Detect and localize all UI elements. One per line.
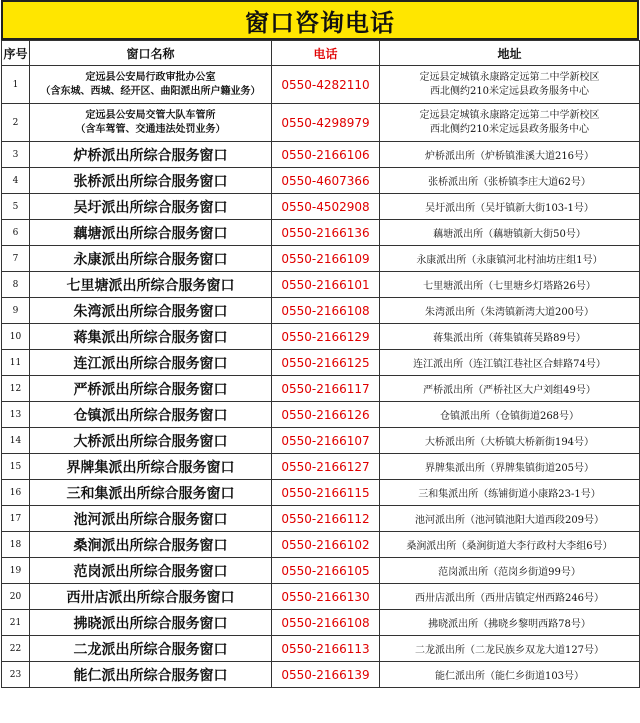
window-name: 严桥派出所综合服务窗口 — [30, 376, 272, 402]
window-name: 永康派出所综合服务窗口 — [30, 246, 272, 272]
phone-number: 0550-2166127 — [272, 454, 380, 480]
window-name: 蒋集派出所综合服务窗口 — [30, 324, 272, 350]
col-header-phone: 电话 — [272, 41, 380, 66]
row-index: 20 — [2, 584, 30, 610]
table-row — [2, 272, 640, 298]
phone-number: 0550-2166101 — [272, 272, 380, 298]
address: 拂晓派出所（拂晓乡黎明西路78号） — [380, 610, 640, 636]
window-name: 西卅店派出所综合服务窗口 — [30, 584, 272, 610]
phone-number: 0550-4502908 — [272, 194, 380, 220]
table-row — [2, 142, 640, 168]
window-name: 藕塘派出所综合服务窗口 — [30, 220, 272, 246]
address: 炉桥派出所（炉桥镇淮溪大道216号） — [380, 142, 640, 168]
address: 能仁派出所（能仁乡街道103号） — [380, 662, 640, 688]
address: 严桥派出所（严桥社区大户刘组49号） — [380, 376, 640, 402]
phone-number: 0550-2166117 — [272, 376, 380, 402]
row-index: 5 — [2, 194, 30, 220]
address: 蒋集派出所（蒋集镇蒋吴路89号） — [380, 324, 640, 350]
header-row — [2, 41, 640, 66]
phone-number: 0550-2166130 — [272, 584, 380, 610]
table-row — [2, 584, 640, 610]
phone-number: 0550-2166109 — [272, 246, 380, 272]
row-index: 7 — [2, 246, 30, 272]
table-row — [2, 246, 640, 272]
row-index: 22 — [2, 636, 30, 662]
address: 大桥派出所（大桥镇大桥新街194号） — [380, 428, 640, 454]
window-name: 能仁派出所综合服务窗口 — [30, 662, 272, 688]
address: 界牌集派出所（界牌集镇街道205号） — [380, 454, 640, 480]
table-row — [2, 610, 640, 636]
table-row — [2, 662, 640, 688]
address: 藕塘派出所（藕塘镇新大街50号） — [380, 220, 640, 246]
address: 桑涧派出所（桑涧街道大李行政村大李组6号） — [380, 532, 640, 558]
window-name: 桑涧派出所综合服务窗口 — [30, 532, 272, 558]
row-index: 17 — [2, 506, 30, 532]
address: 三和集派出所（练铺街道小康路23-1号） — [380, 480, 640, 506]
row-index: 15 — [2, 454, 30, 480]
phone-number: 0550-2166139 — [272, 662, 380, 688]
phone-number: 0550-2166112 — [272, 506, 380, 532]
row-index: 21 — [2, 610, 30, 636]
window-name: 池河派出所综合服务窗口 — [30, 506, 272, 532]
address: 永康派出所（永康镇河北村油坊庄组1号） — [380, 246, 640, 272]
col-header-index: 序号 — [2, 41, 30, 66]
page-title: 窗口咨询电话 — [1, 0, 639, 40]
phone-number: 0550-2166108 — [272, 298, 380, 324]
phone-number: 0550-2166125 — [272, 350, 380, 376]
row-index: 11 — [2, 350, 30, 376]
table-row — [2, 66, 640, 104]
row-index: 3 — [2, 142, 30, 168]
col-header-address: 地址 — [380, 41, 640, 66]
address: 二龙派出所（二龙民族乡双龙大道127号） — [380, 636, 640, 662]
row-index: 8 — [2, 272, 30, 298]
row-index: 6 — [2, 220, 30, 246]
table-row — [2, 220, 640, 246]
address: 七里塘派出所（七里塘乡灯塔路26号） — [380, 272, 640, 298]
window-name: 仓镇派出所综合服务窗口 — [30, 402, 272, 428]
phone-number: 0550-4298979 — [272, 104, 380, 142]
window-name: 吴圩派出所综合服务窗口 — [30, 194, 272, 220]
phone-number: 0550-4607366 — [272, 168, 380, 194]
table-row — [2, 636, 640, 662]
row-index: 12 — [2, 376, 30, 402]
address: 朱湾派出所（朱湾镇新湾大道200号） — [380, 298, 640, 324]
window-name: 七里塘派出所综合服务窗口 — [30, 272, 272, 298]
address: 定远县定城镇永康路定远第二中学新校区 西北侧约210米定远县政务服务中心 — [380, 104, 640, 142]
window-name: 大桥派出所综合服务窗口 — [30, 428, 272, 454]
directory-table — [1, 40, 640, 688]
table-row — [2, 324, 640, 350]
table-row — [2, 350, 640, 376]
phone-number: 0550-2166115 — [272, 480, 380, 506]
table-body — [2, 66, 640, 688]
address: 西卅店派出所（西卅店镇定州西路246号） — [380, 584, 640, 610]
address: 池河派出所（池河镇池阳大道西段209号） — [380, 506, 640, 532]
table-row — [2, 506, 640, 532]
phone-number: 0550-2166136 — [272, 220, 380, 246]
address: 定远县定城镇永康路定远第二中学新校区 西北侧约210米定远县政务服务中心 — [380, 66, 640, 104]
table-row — [2, 194, 640, 220]
window-name: 范岗派出所综合服务窗口 — [30, 558, 272, 584]
table-row — [2, 558, 640, 584]
window-name: 定远县公安局行政审批办公室 （含东城、西城、经开区、曲阳派出所户籍业务） — [30, 66, 272, 104]
window-name: 二龙派出所综合服务窗口 — [30, 636, 272, 662]
table-row — [2, 376, 640, 402]
phone-directory — [1, 0, 639, 688]
phone-number: 0550-4282110 — [272, 66, 380, 104]
table-row — [2, 428, 640, 454]
window-name: 界牌集派出所综合服务窗口 — [30, 454, 272, 480]
table-row — [2, 480, 640, 506]
phone-number: 0550-2166102 — [272, 532, 380, 558]
row-index: 13 — [2, 402, 30, 428]
address: 张桥派出所（张桥镇李庄大道62号） — [380, 168, 640, 194]
address: 范岗派出所（范岗乡街道99号） — [380, 558, 640, 584]
address: 吴圩派出所（吴圩镇新大街103-1号） — [380, 194, 640, 220]
address: 连江派出所（连江镇江巷社区合蚌路74号） — [380, 350, 640, 376]
row-index: 18 — [2, 532, 30, 558]
phone-number: 0550-2166107 — [272, 428, 380, 454]
table-row — [2, 298, 640, 324]
window-name: 三和集派出所综合服务窗口 — [30, 480, 272, 506]
table-row — [2, 532, 640, 558]
col-header-name: 窗口名称 — [30, 41, 272, 66]
window-name: 炉桥派出所综合服务窗口 — [30, 142, 272, 168]
phone-number: 0550-2166126 — [272, 402, 380, 428]
table-row — [2, 454, 640, 480]
row-index: 14 — [2, 428, 30, 454]
window-name: 朱湾派出所综合服务窗口 — [30, 298, 272, 324]
row-index: 1 — [2, 66, 30, 104]
table-row — [2, 104, 640, 142]
phone-number: 0550-2166105 — [272, 558, 380, 584]
row-index: 19 — [2, 558, 30, 584]
phone-number: 0550-2166129 — [272, 324, 380, 350]
row-index: 16 — [2, 480, 30, 506]
row-index: 4 — [2, 168, 30, 194]
phone-number: 0550-2166113 — [272, 636, 380, 662]
row-index: 23 — [2, 662, 30, 688]
row-index: 10 — [2, 324, 30, 350]
table-row — [2, 168, 640, 194]
window-name: 拂晓派出所综合服务窗口 — [30, 610, 272, 636]
address: 仓镇派出所（仓镇街道268号） — [380, 402, 640, 428]
window-name: 定远县公安局交管大队车管所 （含车驾管、交通违法处罚业务） — [30, 104, 272, 142]
table-row — [2, 402, 640, 428]
row-index: 9 — [2, 298, 30, 324]
window-name: 张桥派出所综合服务窗口 — [30, 168, 272, 194]
window-name: 连江派出所综合服务窗口 — [30, 350, 272, 376]
phone-number: 0550-2166108 — [272, 610, 380, 636]
row-index: 2 — [2, 104, 30, 142]
phone-number: 0550-2166106 — [272, 142, 380, 168]
